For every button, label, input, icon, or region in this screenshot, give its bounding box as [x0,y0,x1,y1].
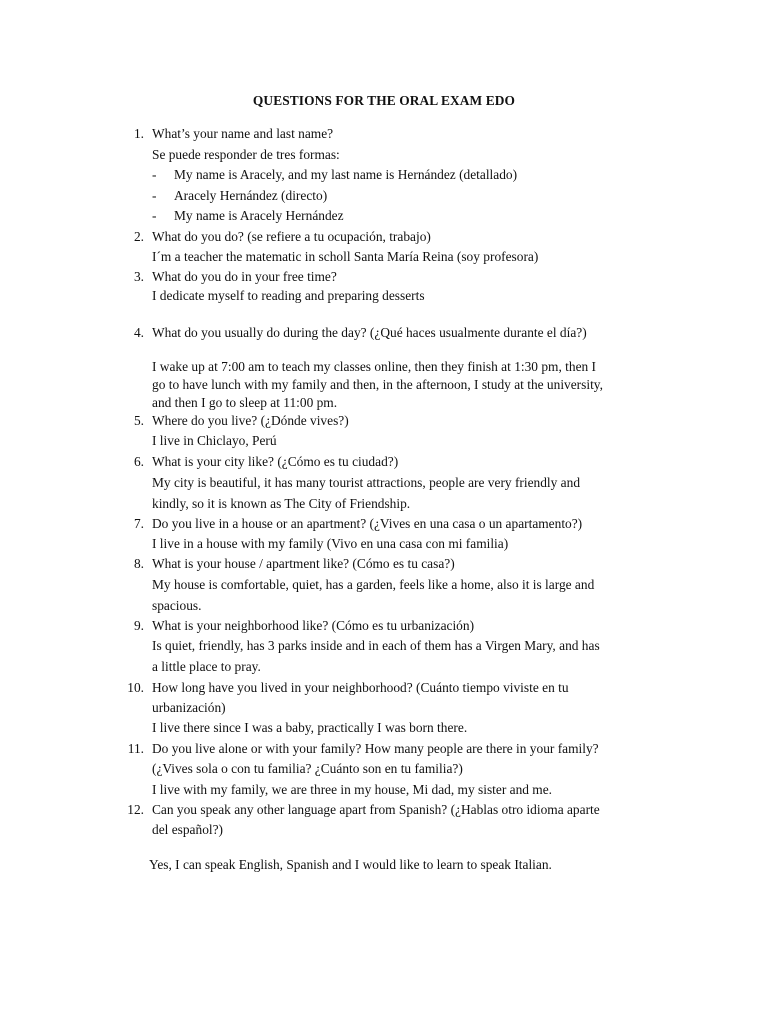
answer-text: Is quiet, friendly, has 3 parks inside and in each of them has a Virgen Mary, and has [152,638,600,653]
answer-text: and then I go to sleep at 11:00 pm. [152,395,338,410]
answer-text: My city is beautiful, it has many tourist attractions, people are very friendly and [152,475,581,490]
item-number: 12. [127,802,144,817]
answer-text: go to have lunch with my family and then, in the afternoon, I study at the university, [152,377,603,392]
item-number: 4. [133,325,144,340]
answer-text: spacious. [152,598,202,613]
question-text: Do you live in a house or an apartment? (¿Vives en una casa o un apartamento?) [152,516,583,531]
question-text: What is your neighborhood like? (Cómo es tu urbanización) [152,618,475,633]
answer-text: Yes, I can speak English, Spanish and I would like to learn to speak Italian. [149,857,552,872]
item-number: 3. [133,269,144,284]
question-text: What’s your name and last name? [152,126,334,141]
bullet-dash: - [152,208,157,223]
answer-text: I live there since I was a baby, practically I was born there. [152,720,468,735]
question-text: (¿Vives sola o con tu familia? ¿Cuánto son en tu familia?) [152,761,463,776]
question-text: Where do you live? (¿Dónde vives?) [152,413,349,428]
question-text: What is your house / apartment like? (Cómo es tu casa?) [152,556,455,571]
item-number: 9. [133,618,144,633]
answer-text: I wake up at 7:00 am to teach my classes online, then they finish at 1:30 pm, then I [152,359,597,374]
answer-text: Se puede responder de tres formas: [152,147,340,162]
answer-text: I dedicate myself to reading and preparing desserts [152,288,425,303]
item-number: 8. [133,556,144,571]
answer-text: I live in a house with my family (Vivo en una casa con mi familia) [152,536,509,551]
question-text: What do you do in your free time? [152,269,337,284]
bullet-dash: - [152,188,157,203]
question-text: How long have you lived in your neighborhood? (Cuánto tiempo viviste en tu [152,680,569,695]
bullet-text: Aracely Hernández (directo) [174,188,328,203]
answer-text: a little place to pray. [152,659,261,674]
item-number: 10. [127,680,144,695]
bullet-text: My name is Aracely, and my last name is Hernández (detallado) [174,167,518,182]
item-number: 5. [133,413,144,428]
item-number: 6. [133,454,144,469]
item-number: 1. [133,126,144,141]
question-text: What do you usually do during the day? (¿Qué haces usualmente durante el día?) [152,325,587,340]
item-number: 11. [127,741,144,756]
answer-text: I live with my family, we are three in my house, Mi dad, my sister and me. [152,782,553,797]
answer-text: I live in Chiclayo, Perú [152,433,277,448]
document-title: QUESTIONS FOR THE ORAL EXAM EDO [252,93,516,108]
item-number: 7. [133,516,144,531]
answer-text: My house is comfortable, quiet, has a garden, feels like a home, also it is large and [152,577,595,592]
question-text: urbanización) [152,700,226,715]
question-text: What do you do? (se refiere a tu ocupación, trabajo) [152,229,431,244]
bullet-dash: - [152,167,157,182]
answer-text: kindly, so it is known as The City of Friendship. [152,496,411,511]
item-number: 2. [133,229,144,244]
bullet-text: My name is Aracely Hernández [174,208,344,223]
question-text: Can you speak any other language apart from Spanish? (¿Hablas otro idioma aparte [152,802,600,817]
answer-text: I´m a teacher the matematic in scholl Santa María Reina (soy profesora) [152,249,539,264]
question-text: del español?) [152,822,224,837]
question-text: What is your city like? (¿Cómo es tu ciudad?) [152,454,399,469]
question-text: Do you live alone or with your family? How many people are there in your family? [152,741,599,756]
